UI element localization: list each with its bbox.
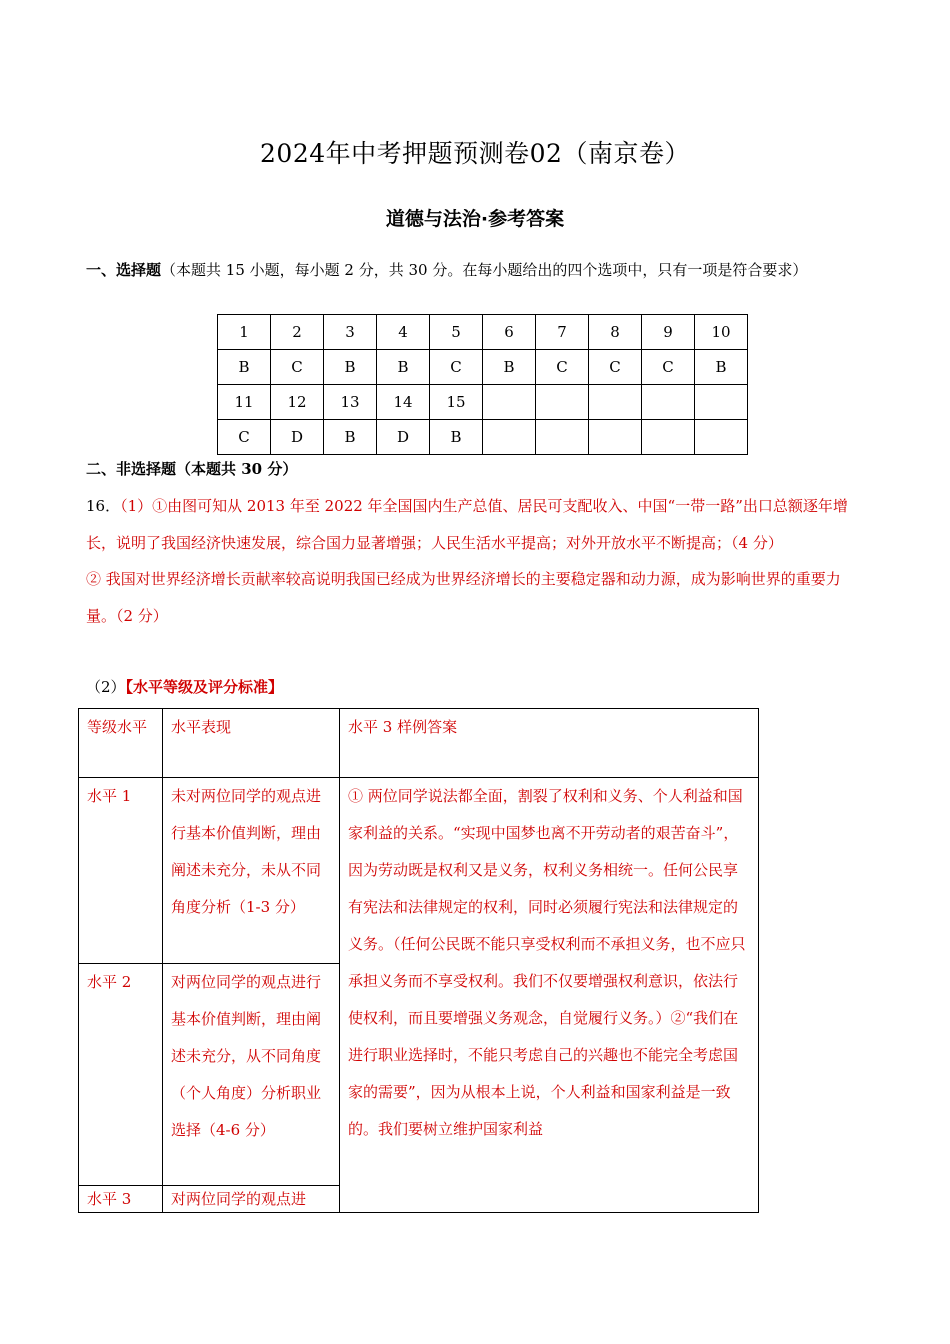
header-sample: 水平 3 样例答案: [340, 709, 759, 778]
level3-name: 水平 3: [79, 1186, 163, 1213]
grading-header-row: [79, 709, 759, 778]
level1-name: 水平 1: [79, 778, 163, 964]
answer-cell: [536, 420, 589, 455]
answer-cell: [536, 385, 589, 420]
answer-cell: B: [218, 350, 271, 385]
answer-cell: 14: [377, 385, 430, 420]
level1-desc: 未对两位同学的观点进行基本价值判断，理由阐述未充分，未从不同角度分析（1-3 分）: [163, 778, 340, 964]
page-title: 2024年中考押题预测卷02（南京卷）: [260, 139, 690, 168]
answer-cell: B: [430, 420, 483, 455]
section-one-desc: （本题共 15 小题，每小题 2 分，共 30 分。在每小题给出的四个选项中，只有一项是符合要求）: [161, 261, 808, 279]
answer-cell: 9: [642, 315, 695, 350]
answer-cell: [642, 385, 695, 420]
answer-cell: 6: [483, 315, 536, 350]
answer-cell: B: [483, 350, 536, 385]
q16-part2-heading: [86, 676, 283, 697]
q16-part2-label: （2）: [86, 678, 126, 696]
answer-cell: 7: [536, 315, 589, 350]
answer-cell: 5: [430, 315, 483, 350]
sample-answer: ① 两位同学说法都全面，割裂了权利和义务、个人利益和国家利益的关系。“实现中国梦也离不开劳动者的艰苦奋斗”，因为劳动既是权利又是义务，权利义务相统一。任何公民享有宪法和法律规定的权利，同时必须履行宪法和法律规定的义务。（任何公民既不能只享受权利而不承担义务，也不应只承担义务而不享受权利。我们不仅要增强权利意识，依法行使权利，而且要增强义务观念，自觉履行义务。）②“我们在进行职业选择时，不能只考虑自己的兴趣也不能完全考虑国家的需要”，因为从根本上说，个人利益和国家利益是一致的。我们要树立维护国家利益: [340, 778, 759, 1213]
answer-row: [218, 420, 748, 455]
answer-cell: 4: [377, 315, 430, 350]
answer-cell: C: [536, 350, 589, 385]
grading-row-level1: [79, 778, 759, 964]
answer-cell: 15: [430, 385, 483, 420]
answer-cell: [483, 420, 536, 455]
answer-cell: C: [589, 350, 642, 385]
answer-table: [217, 314, 748, 455]
answer-cell: D: [271, 420, 324, 455]
answer-row: [218, 350, 748, 385]
header-level: 等级水平: [79, 709, 163, 778]
answer-cell: C: [430, 350, 483, 385]
q16-p1-text: （1）①由图可知从 2013 年至 2022 年全国国内生产总值、居民可支配收入、中国“一带一路”出口总额逐年增长，说明了我国经济快速发展，综合国力显著增强；人民生活水平提高；对外开放水平不断提高；（4 分）: [86, 497, 848, 552]
answer-cell: C: [271, 350, 324, 385]
answer-cell: 3: [324, 315, 377, 350]
answer-cell: 13: [324, 385, 377, 420]
page-subtitle: 道德与法治·参考答案: [385, 208, 565, 230]
answer-cell: C: [218, 420, 271, 455]
question-16: [86, 488, 866, 634]
answer-cell: D: [377, 420, 430, 455]
answer-cell: B: [695, 350, 748, 385]
q16-part1: [86, 488, 866, 561]
answer-cell: [695, 420, 748, 455]
answer-cell: [695, 385, 748, 420]
answer-cell: 11: [218, 385, 271, 420]
answer-cell: 10: [695, 315, 748, 350]
answer-cell: C: [642, 350, 695, 385]
level3-desc: 对两位同学的观点进: [163, 1186, 340, 1213]
answer-cell: B: [324, 420, 377, 455]
answer-row: [218, 315, 748, 350]
answer-row: [218, 385, 748, 420]
answer-cell: [589, 420, 642, 455]
level2-name: 水平 2: [79, 964, 163, 1186]
answer-cell: B: [377, 350, 430, 385]
answer-cell: B: [324, 350, 377, 385]
section-one-heading: [86, 256, 866, 285]
answer-cell: 12: [271, 385, 324, 420]
header-performance: 水平表现: [163, 709, 340, 778]
answer-cell: 1: [218, 315, 271, 350]
answer-cell: [589, 385, 642, 420]
q16-number: 16．: [86, 497, 121, 515]
section-one-label: 一、选择题: [86, 261, 162, 279]
answer-cell: [483, 385, 536, 420]
q16-part2-title: 【水平等级及评分标准】: [125, 678, 284, 696]
q16-part1-2: ② 我国对世界经济增长贡献率较高说明我国已经成为世界经济增长的主要稳定器和动力源，成为影响世界的重要力量。（2 分）: [86, 570, 841, 625]
answer-cell: 2: [271, 315, 324, 350]
answer-cell: [642, 420, 695, 455]
answer-cell: 8: [589, 315, 642, 350]
section-two-heading: 二、非选择题（本题共 30 分）: [86, 460, 298, 478]
grading-table: [78, 708, 759, 1213]
level2-desc: 对两位同学的观点进行基本价值判断，理由阐述未充分，从不同角度（个人角度）分析职业选择（4-6 分）: [163, 964, 340, 1186]
